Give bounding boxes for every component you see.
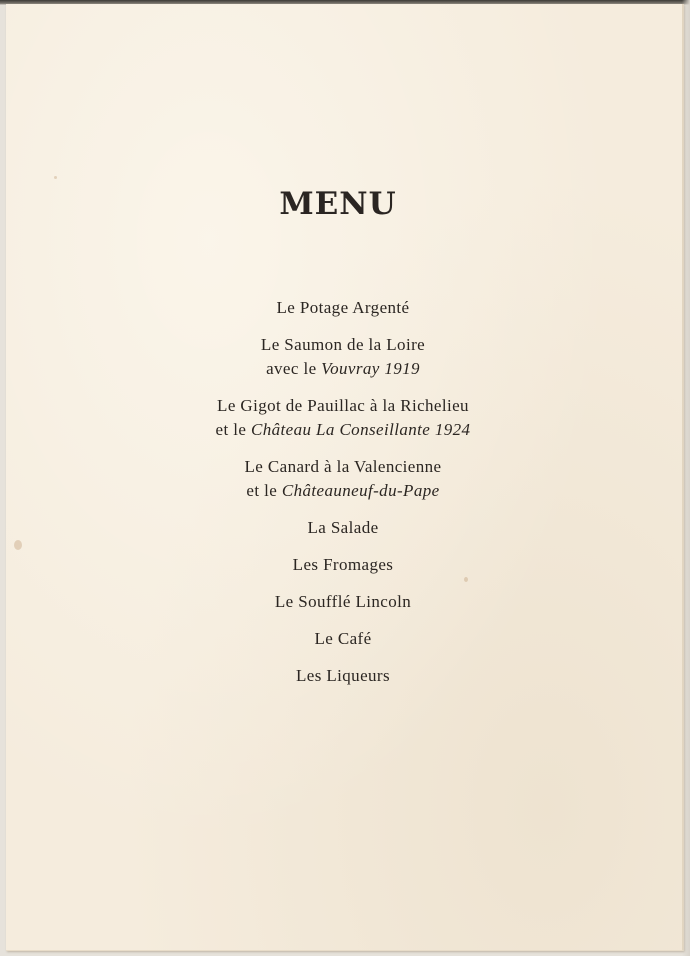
course-name: Le Potage Argenté [276, 298, 410, 317]
menu-card [6, 4, 684, 951]
course-item [6, 296, 680, 320]
wine-pairing [6, 418, 680, 442]
course-name: Les Liqueurs [295, 666, 391, 685]
course-item [6, 394, 680, 442]
course-name: La Salade [307, 518, 379, 537]
course-name: Les Fromages [292, 555, 394, 574]
paper-stain [54, 176, 57, 179]
course-item [6, 553, 680, 577]
course-name: Le Soufflé Lincoln [274, 592, 412, 611]
wine-name: Châteauneuf-du-Pape [281, 481, 440, 500]
course-item [6, 455, 680, 503]
course-name: Le Café [314, 629, 372, 648]
wine-prefix: et le [246, 481, 282, 500]
course-name: Le Gigot de Pauillac à la Richelieu [217, 396, 469, 415]
course-item [6, 333, 680, 381]
scan-right-edge [682, 0, 690, 956]
wine-prefix: et le [215, 420, 251, 439]
wine-pairing [6, 479, 680, 503]
course-name: Le Canard à la Valencienne [244, 457, 442, 476]
wine-name: Château La Conseillante 1924 [250, 420, 471, 439]
course-name: Le Saumon de la Loire [260, 335, 426, 354]
wine-prefix: avec le [266, 359, 322, 378]
wine-pairing [6, 357, 680, 381]
wine-name: Vouvray 1919 [321, 359, 420, 378]
course-list [6, 296, 680, 701]
menu-title: MENU [279, 186, 397, 222]
course-item [6, 590, 680, 614]
course-item [6, 664, 680, 688]
course-item [6, 627, 680, 651]
course-item [6, 516, 680, 540]
